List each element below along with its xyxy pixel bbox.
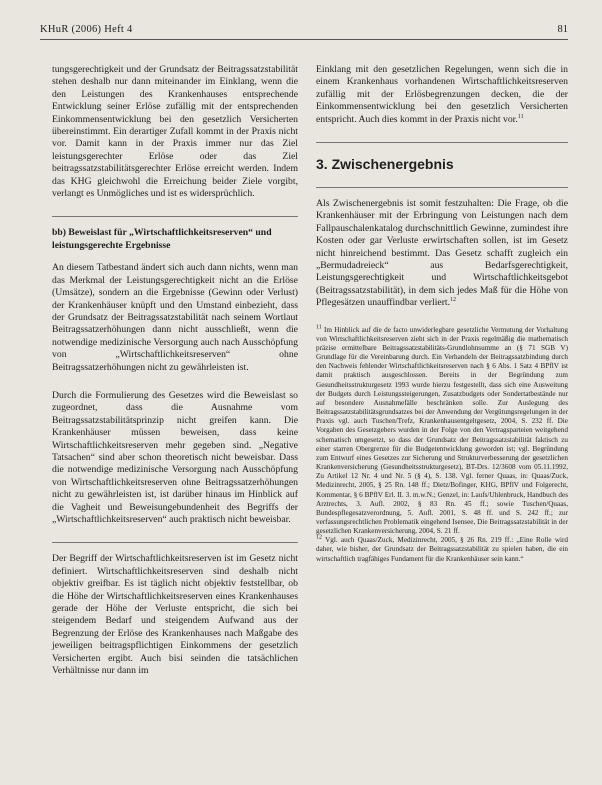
page-number: 81 (557, 24, 568, 35)
paragraph: Durch die Formulierung des Gesetzes wird die Beweislast so zugeordnet, dass die Ausnahme vom Beitragssatzstabilitätsprinzip nicht greifen kann. Die Krankenhäuser müssen beweisen, dass keine Wirtschaftlichkeitsreserven mehr gegeben sind. „Negative Tatsachen“ sind aber schon theoretisch nicht beweisbar. Dass die notwendige medizinische Versorgung nach Ausschöpfung von Wirtschaftlichkeitsreserven ohne Beitragssatzerhöhungen nicht zu gewährleisten ist, ist darüber hinaus im Hinblick auf die Vagheit und Beweisungebundenheit des Begriffs der „Wirtschaftlichkeitsreserven“ auch praktisch nicht beweisbar. (52, 389, 298, 525)
paragraph: An diesem Tatbestand ändert sich auch dann nichts, wenn man das Merkmal der Leistungsgerechtigkeit nicht an die Erlöse (Umsätze), sondern an die Ergebnisse (Gewinn oder Verlust) der Krankenhäuser knüpft und den Umstand einbezieht, dass der Grundsatz der Beitragssatzstabilität nach seinem Wortlaut Beitragssatzerhöhungen dann nicht ausschließt, wenn die notwendige medizinische Versorgung auch nach Ausschöpfung von „Wirtschaftlichkeitsreserven“ ohne Beitragssatzerhöhungen nicht zu gewährleisten ist. (52, 262, 298, 373)
paragraph: Als Zwischenergebnis ist somit festzuhalten: Die Frage, ob die Krankenhäuser mit der Erbringung von Leistungen nach dem Fallpauschalenkatalog durchschnittlich Gewinne, zumindest ihre Kosten oder gar Verluste erwirtschaften sollen, ist im Gesetz nicht hinreichend bestimmt. Das Gesetz schafft zugleich ein „Bermudadreieck“ aus Bedarfsgerechtigkeit, Leistungsgerechtigkeit und Wirtschaftlichkeitsgebot (Beitragssatzstabilität), in dem sich jedes Maß für die Höhe von Pflegesätzen unauffindbar verliert.$^{12}$ (316, 198, 568, 309)
footnote: $^{11}$ Im Hinblick auf die de facto unwiderlegbare gesetzliche Vermutung der Vorhaltung von Wirtschaftlichkeitsreserven zieht sich in der Praxis regelmäßig die mathematisch präzise ermittelbare Beitragssatzstabilitäts-Grundlohnsumme an (§ 71 SGB V) Grundlage für die Vereinbarung durch. Ein Verhandeln der Beitragssatzbindung durch den Nachweis fehlender Wirtschaftlichkeitsreserven nach § 6 Abs. 1 Satz 4 BPflV ist damit praktisch ausgeschlossen. Bereits in der Begründung zum Gesundheitsstrukturgesetz 1993 wurde hierzu festgestellt, dass sich eine Ausweitung der Budgets durch Leistungssteigerungen, Zusatzbudgets oder Sondertatbestände nur auf besondere Ausnahmefälle beschränken solle. Zur Auslegung des Beitragssatzstabilitätsgrundsatzes bei der Anwendung der Vergütungsregelungen in der Praxis vgl. auch Tuschen/Trefz, Krankenhausentgeltgesetz, 2004, S. 232 ff. Die Vorgaben des Gesetzgebers wurden in der Folge von den Vertragsparteien weitgehend schematisch umgesetzt, so dass der Grundsatz der Beitragssatzstabilität faktisch zu einer starren Obergrenze für die Budgetentwicklung geworden ist; vgl. Begründung zum Entwurf eines Gesetzes zur Sicherung und Strukturverbesserung der gesetzlichen Krankenversicherung (Gesundheitsstrukturgesetz), BT-Drs. 12/3608 vom 05.11.1992, Zu Artikel 12 Nr. 4 und Nr. 5 (§ 4), S. 138. Vgl. ferner Quaas, in: Quaas/Zuck, Medizinrecht, 2005, § 25 Rn. 148 ff.; Dietz/Bofinger, KHG, BPflV und Folgerecht, Kommentar, § 6 BPflV Erl. II. 3. m.w.N.; Genzel, in: Laufs/Uhlenbruck, Handbuch des Arztrechts, 3. Aufl. 2002, § 83 Rn. 45 ff.; sowie Tuschen/Quaas, Bundespflegesatzverordnung, 5. Aufl. 2001, S. 48 ff. und S. 242 ff.; zur verfassungsrechtlichen Problematik eingehend Isensee, Die Beitragssatzstabilität in der gesetzlichen Krankenversicherung, 2004, S. 21 ff. (316, 324, 568, 536)
paragraph: Der Begriff der Wirtschaftlichkeitsreserven ist im Gesetz nicht definiert. Wirtschaftlichkeitsreserven sind deshalb nicht objektiv greifbar. Es ist täglich nicht objektiv feststellbar, ob die Höhe der Wirtschaftlichkeitsreserven eines Krankenhauses gerade der Höhe der Verluste entspricht, die sich bei steigendem Bedarf und steigendem Aufwand aus der Begrenzung der Erlöse des Krankenhauses nach Maßgabe des jeweiligen beitragspflichtigen Einkommens der gesetzlich Versicherten ergibt. Auch bisi seinden die tatsächlichen Verhältnisse nur dann im (52, 553, 298, 677)
footnote-ref: 12 (450, 297, 457, 304)
header-rule (40, 39, 568, 40)
footnote-ref: 11 (517, 113, 524, 120)
right-column (316, 64, 568, 564)
left-column (52, 64, 298, 677)
paragraph: Einklang mit den gesetzlichen Regelungen, wenn sich die in einem Krankenhaus vorhandenen Wirtschaftlichkeitsreserven zufällig mit der Erlösbegrenzungen decken, die der Einkommensentwicklung bei den gesetzlich Versicherten entspricht. Auch dies kommt in der Praxis nicht vor.$^{11}$ (316, 64, 568, 125)
footnote: $^{12}$ Vgl. auch Quaas/Zuck, Medizinrecht, 2005, § 26 Rn. 219 ff.: „Eine Rolle wird daher, wie bisher, der Grundsatz der Beitragssatzstabilität zu spielen haben, die ein wirtschaftlich tragfähiges Fundament für die Krankenhäuser sein kann.“ (316, 534, 568, 563)
section-title: 3. Zwischenergebnis (316, 156, 454, 173)
paragraph: tungsgerechtigkeit und der Grundsatz der Beitragssatzstabilität stehen deshalb nur dann miteinander im Einklang, wenn die den Leistungen des Krankenhauses entsprechende Entwicklung seiner Erlöse zufällig mit der entsprechenden Einkommensentwicklung bei den gesetzlich Versicherten übereinstimmt. Ein derartiger Zufall kommt in der Praxis nicht vor. Damit kann in der Praxis immer nur das Ziel leistungsgerechter Erlöse oder das Ziel beitragssatzstabilitätsgerechter Erlöse erreicht werden. Indem das KHG gleichwohl die Erreichung beider Ziele vorgibt, verlangt es Unmögliches und ist es widersprüchlich. (52, 64, 298, 200)
subheading: bb) Beweislast für „Wirtschaftlichkeitsreserven“ und leistungsgerechte Ergebnisse (52, 227, 272, 251)
running-header: KHuR (2006) Heft 4 (40, 24, 133, 35)
